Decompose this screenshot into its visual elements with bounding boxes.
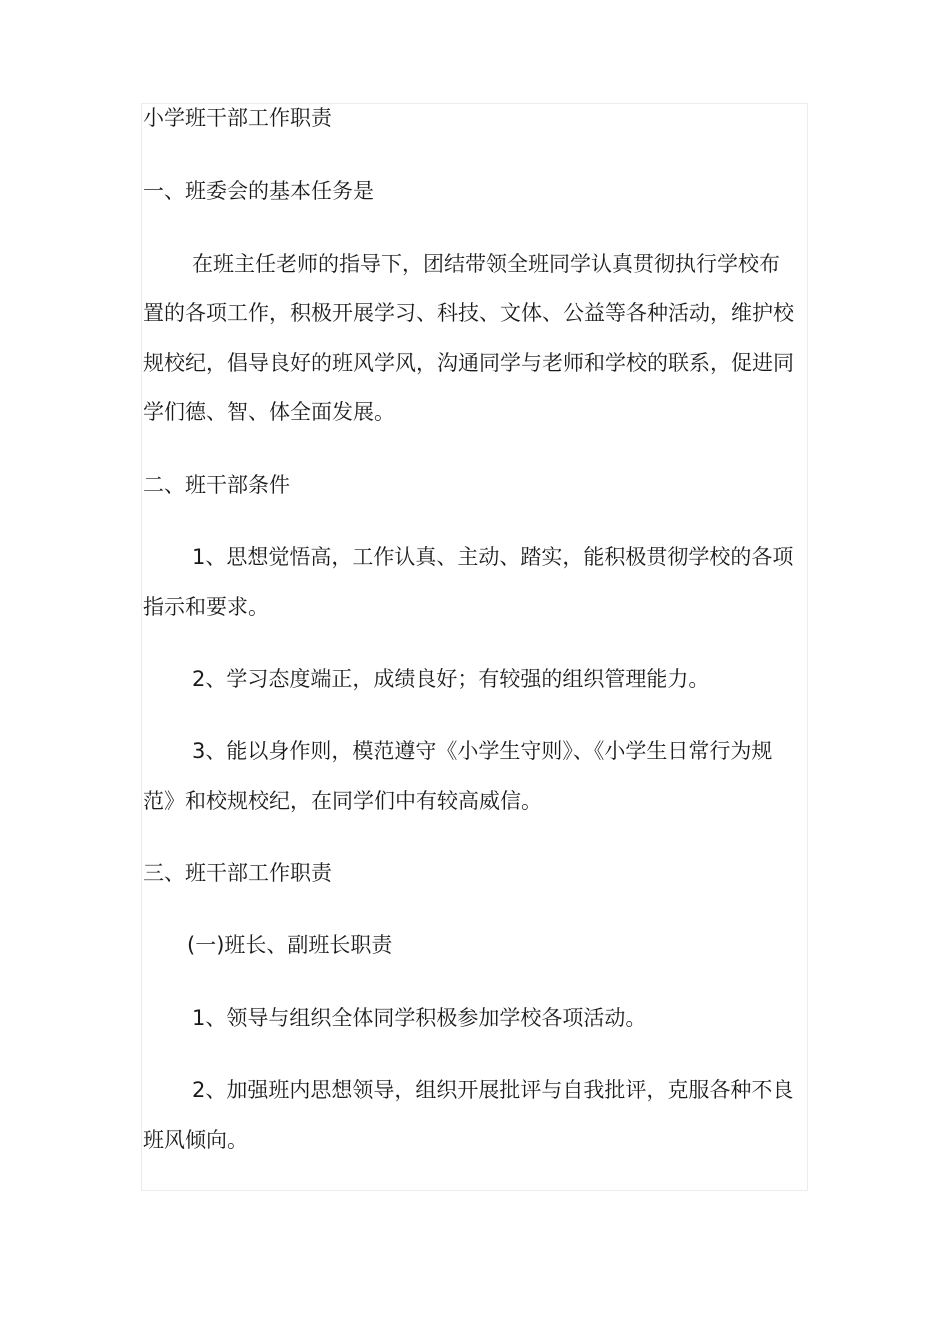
section3-item1: 1、领导与组织全体同学积极参加学校各项活动。 [192, 1006, 647, 1030]
section2-heading: 二、班干部条件 [143, 473, 290, 497]
section1-paragraph-line: 规校纪，倡导良好的班风学风，沟通同学与老师和学校的联系，促进同 [143, 351, 794, 375]
section1-paragraph-line: 在班主任老师的指导下，团结带领全班同学认真贯彻执行学校布 [192, 252, 780, 276]
document-title: 小学班干部工作职责 [143, 106, 332, 130]
section3-heading: 三、班干部工作职责 [143, 861, 332, 885]
section2-item3-line: 3、能以身作则，模范遵守《小学生守则》、《小学生日常行为规 [192, 739, 773, 763]
section1-paragraph-line: 学们德、智、体全面发展。 [143, 400, 395, 424]
section1-paragraph-line: 置的各项工作，积极开展学习、科技、文体、公益等各种活动，维护校 [143, 301, 794, 325]
section2-item1-line: 1、思想觉悟高，工作认真、主动、踏实，能积极贯彻学校的各项 [192, 545, 794, 569]
section2-item2: 2、学习态度端正，成绩良好；有较强的组织管理能力。 [192, 667, 710, 691]
section2-item3-line: 范》和校规校纪，在同学们中有较高威信。 [143, 789, 542, 813]
section3-item2-line: 2、加强班内思想领导，组织开展批评与自我批评，克服各种不良 [192, 1078, 794, 1102]
section2-item1-line: 指示和要求。 [143, 595, 269, 619]
section3-subheading: (一)班长、副班长职责 [187, 933, 393, 957]
section1-heading: 一、班委会的基本任务是 [143, 179, 374, 203]
section3-item2-line: 班风倾向。 [143, 1128, 248, 1152]
